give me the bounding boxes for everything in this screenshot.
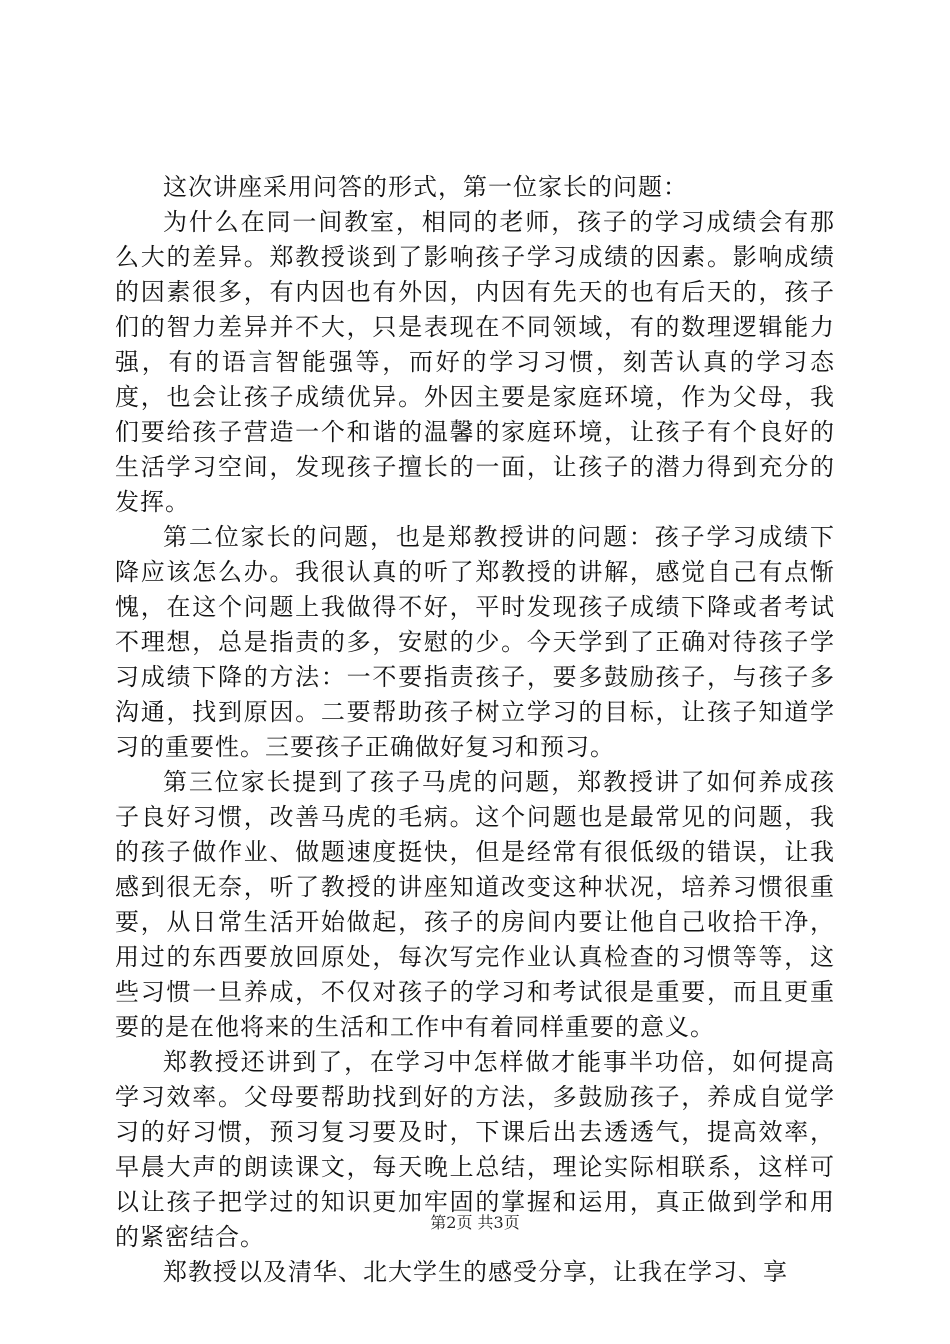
paragraph-1: 这次讲座采用问答的形式，第一位家长的问题： [163, 173, 688, 201]
page-number: 第2页 共3页 [430, 1213, 520, 1232]
page-footer [0, 1212, 950, 1234]
paragraph-2: 为什么在同一间教室，相同的老师，孩子的学习成绩会有那么大的差异。郑教授谈到了影响孩子学习成绩的因素。影响成绩的因素很多，有内因也有外因，内因有先天的也有后天的，孩子们的智力差异并不大，只是表现在不同领域，有的数理逻辑能力强，有的语言智能强等，而好的学习习惯，刻苦认真的学习态度，也会让孩子成绩优异。外因主要是家庭环境，作为父母，我们要给孩子营造一个和谐的温馨的家庭环境，让孩子有个良好的生活学习空间，发现孩子擅长的一面，让孩子的潜力得到充分的发挥。 [115, 208, 835, 516]
paragraph-6: 郑教授以及清华、北大学生的感受分享，让我在学习、享 [163, 1258, 788, 1286]
paragraph-3: 第二位家长的问题，也是郑教授讲的问题：孩子学习成绩下降应该怎么办。我很认真的听了郑教授的讲解，感觉自己有点惭愧，在这个问题上我做得不好，平时发现孩子成绩下降或者考试不理想，总是指责的多，安慰的少。今天学到了正确对待孩子学习成绩下降的方法：一不要指责孩子，要多鼓励孩子，与孩子多沟通，找到原因。二要帮助孩子树立学习的目标，让孩子知道学习的重要性。三要孩子正确做好复习和预习。 [115, 523, 835, 761]
paragraph-5: 郑教授还讲到了，在学习中怎样做才能事半功倍，如何提高学习效率。父母要帮助找到好的方法，多鼓励孩子，养成自觉学习的好习惯，预习复习要及时，下课后出去透透气，提高效率，早晨大声的朗读课文，每天晚上总结，理论实际相联系，这样可以让孩子把学过的知识更加牢固的掌握和运用，真正做到学和用的紧密结合。 [115, 1048, 835, 1251]
paragraph-4: 第三位家长提到了孩子马虎的问题，郑教授讲了如何养成孩子良好习惯，改善马虎的毛病。这个问题也是最常见的问题，我的孩子做作业、做题速度挺快，但是经常有很低级的错误，让我感到很无奈，听了教授的讲座知道改变这种状况，培养习惯很重要，从日常生活开始做起，孩子的房间内要让他自己收拾干净，用过的东西要放回原处，每次写完作业认真检查的习惯等等，这些习惯一旦养成，不仅对孩子的学习和考试很是重要，而且更重要的是在他将来的生活和工作中有着同样重要的意义。 [115, 768, 835, 1041]
